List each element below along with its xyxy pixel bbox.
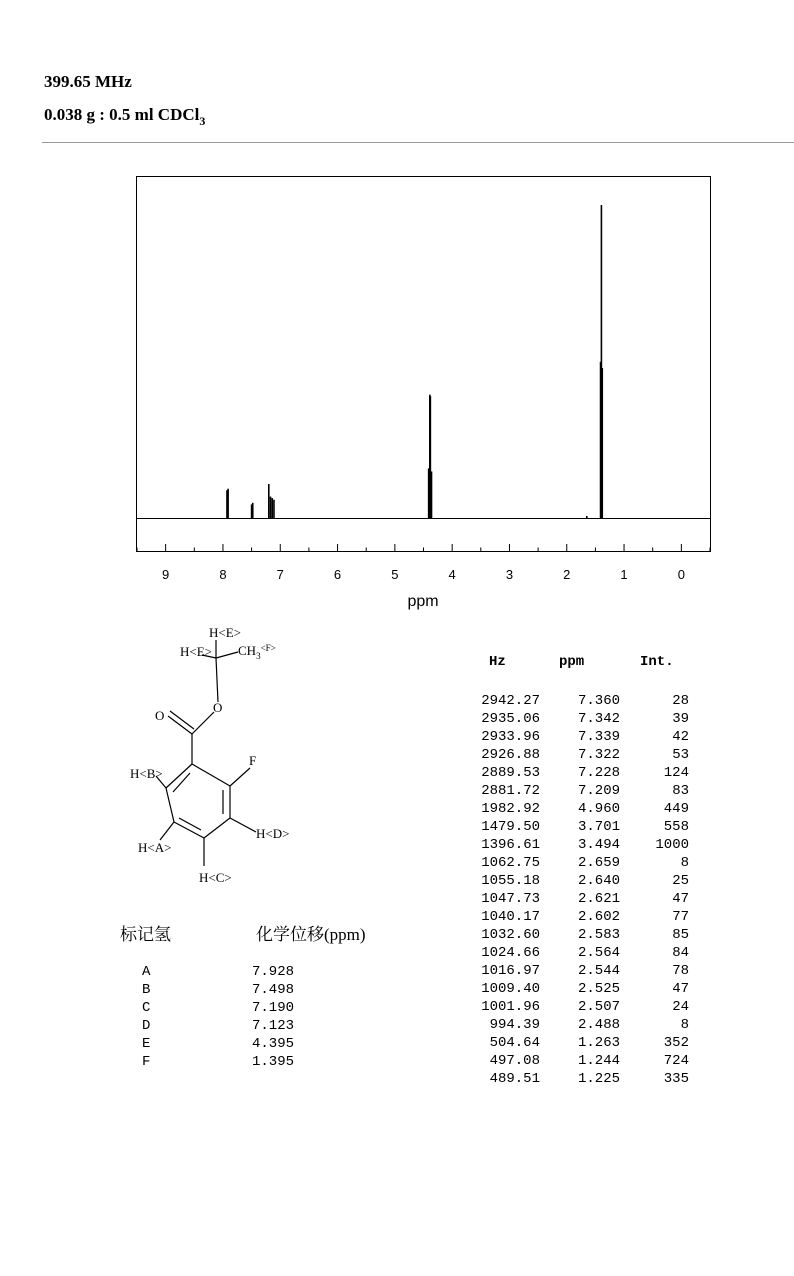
x-tick-label: 6 xyxy=(333,567,342,582)
peak-table-row xyxy=(460,818,700,836)
peak-ppm: 7.322 xyxy=(577,747,620,763)
peak-int: 1000 xyxy=(655,837,689,853)
peak-int: 53 xyxy=(672,747,689,763)
peak-int: 352 xyxy=(663,1035,689,1051)
peak-ppm: 2.544 xyxy=(577,963,620,979)
assignment-shift: 1.395 xyxy=(252,1054,295,1070)
peak-int: 724 xyxy=(663,1053,689,1069)
peak-ppm: 4.960 xyxy=(577,801,620,817)
assignment-label: E xyxy=(142,1036,151,1052)
peak-hz: 1479.50 xyxy=(481,819,540,835)
peak-ppm: 2.488 xyxy=(577,1017,620,1033)
peak-hz: 504.64 xyxy=(489,1035,540,1051)
peak-int: 28 xyxy=(672,693,689,709)
peak-table-row xyxy=(460,746,700,764)
peak-table-row xyxy=(460,908,700,926)
peak-int: 84 xyxy=(672,945,689,961)
peak-int: 78 xyxy=(672,963,689,979)
ch3-label xyxy=(238,643,276,661)
assignment-label: C xyxy=(142,1000,151,1016)
bond-ring-f xyxy=(230,768,250,786)
peak-ppm: 7.228 xyxy=(577,765,620,781)
bond-ring-ha xyxy=(160,822,174,840)
bond-c-o-double-2 xyxy=(170,711,194,729)
peak-table-row xyxy=(460,1016,700,1034)
sample-subscript: 3 xyxy=(199,114,206,128)
peak-int: 77 xyxy=(672,909,689,925)
peak-ppm: 2.602 xyxy=(577,909,620,925)
peak-hz: 2889.53 xyxy=(481,765,540,781)
assignment-col-label-header: 标记氢 xyxy=(120,925,171,944)
peak-table-row xyxy=(460,800,700,818)
peak-table-row xyxy=(460,872,700,890)
bond-o-carbonyl xyxy=(192,712,214,734)
x-tick-label: 9 xyxy=(162,567,170,582)
ester-oxygen-label: O xyxy=(213,700,223,715)
sample-text: 0.038 g : 0.5 ml CDCl xyxy=(44,105,200,124)
peak-ppm: 2.507 xyxy=(577,999,620,1015)
assignment-label: A xyxy=(142,964,151,980)
bond-ch2-ch3 xyxy=(216,652,238,658)
peak-ppm: 7.339 xyxy=(577,729,620,745)
peak-hz: 1396.61 xyxy=(481,837,540,853)
peak-ppm: 7.360 xyxy=(577,693,620,709)
peak-ppm: 1.244 xyxy=(577,1053,620,1069)
peak-ppm: 3.701 xyxy=(577,819,620,835)
x-axis-ticks xyxy=(137,544,710,582)
peak-hz: 1016.97 xyxy=(481,963,540,979)
peak-hz: 1024.66 xyxy=(481,945,540,961)
peak-table-row xyxy=(460,782,700,800)
peak-table-row xyxy=(460,728,700,746)
peak-hz: 489.51 xyxy=(489,1071,540,1087)
bond-ch2-h-left xyxy=(202,655,216,658)
peak-table-row xyxy=(460,836,700,854)
bond-ch2-o xyxy=(216,658,218,702)
ring-bond-3 xyxy=(204,818,230,838)
peak-int: 449 xyxy=(663,801,689,817)
peak-ppm: 2.640 xyxy=(577,873,620,889)
peak-hz: 1062.75 xyxy=(481,855,540,871)
assignment-shift: 7.498 xyxy=(252,982,295,998)
peak-hz: 1047.73 xyxy=(481,891,540,907)
peak-int: 8 xyxy=(680,1017,689,1033)
peak-int: 39 xyxy=(672,711,689,727)
peak-hz: 994.39 xyxy=(489,1017,540,1033)
ch3-subscript: 3 xyxy=(256,651,261,661)
peak-ppm: 2.525 xyxy=(577,981,620,997)
assignment-col-shift-header: 化学位移(ppm) xyxy=(256,925,366,944)
peak-int: 335 xyxy=(663,1071,689,1087)
ring-bond-6 xyxy=(166,764,192,788)
x-tick-label: 3 xyxy=(505,567,514,582)
peak-int: 558 xyxy=(663,819,689,835)
bond-ring-hd xyxy=(230,818,256,832)
x-tick-label: 8 xyxy=(219,567,227,582)
peak-table-row xyxy=(460,692,700,710)
peak-hz: 2926.88 xyxy=(481,747,540,763)
x-tick-label: 1 xyxy=(620,567,628,582)
h-d-label: H<D> xyxy=(256,826,290,841)
bond-c-o-double-1 xyxy=(168,716,192,734)
peak-hz: 1001.96 xyxy=(481,999,540,1015)
peak-int: 24 xyxy=(672,999,689,1015)
h-b-label: H<B> xyxy=(130,766,163,781)
assignment-shift: 4.395 xyxy=(252,1036,295,1052)
peak-table-row xyxy=(460,944,700,962)
peak-table-row xyxy=(460,980,700,998)
peak-table-row xyxy=(460,764,700,782)
peak-hz: 1055.18 xyxy=(481,873,540,889)
peak-ppm: 3.494 xyxy=(577,837,620,853)
bond-ring-hb xyxy=(156,776,166,788)
x-tick-label: 7 xyxy=(276,567,284,582)
assignment-label: F xyxy=(142,1054,151,1070)
assignment-label: D xyxy=(142,1018,151,1034)
peak-hz: 2933.96 xyxy=(481,729,540,745)
peak-ppm: 7.342 xyxy=(577,711,620,727)
h-e-left-label: H<E> xyxy=(180,644,212,659)
peak-ppm: 7.209 xyxy=(577,783,620,799)
peak-hz: 2935.06 xyxy=(481,711,540,727)
peak-int: 47 xyxy=(672,981,689,997)
peak-col-ppm-header: ppm xyxy=(559,654,585,670)
ch3-text: CH xyxy=(238,643,257,658)
fluorine-label: F xyxy=(249,753,257,768)
assignment-shift: 7.928 xyxy=(252,964,295,980)
peak-hz: 1040.17 xyxy=(481,909,540,925)
peak-hz: 1032.60 xyxy=(481,927,540,943)
peak-table-row xyxy=(460,854,700,872)
spectrometer-frequency: 399.65 MHz xyxy=(44,72,132,91)
ring-bond-5 xyxy=(166,788,174,822)
peak-ppm: 2.583 xyxy=(577,927,620,943)
carbonyl-oxygen-label: O xyxy=(155,708,165,723)
x-tick-label: 2 xyxy=(563,567,571,582)
peak-ppm: 2.621 xyxy=(577,891,620,907)
h-a-label: H<A> xyxy=(138,840,172,855)
peak-int: 124 xyxy=(663,765,689,781)
peak-table-row xyxy=(460,1034,700,1052)
peak-table-row xyxy=(460,890,700,908)
spectrum-peaks xyxy=(227,205,602,519)
peak-col-int-header: Int. xyxy=(640,654,674,670)
ring-bond-1 xyxy=(192,764,230,786)
assignment-label: B xyxy=(142,982,151,998)
h-e-top-label: H<E> xyxy=(209,625,241,640)
peak-ppm: 1.263 xyxy=(577,1035,620,1051)
ring-double-inner-3 xyxy=(173,773,190,792)
x-axis-label: ppm xyxy=(407,593,439,610)
peak-ppm: 1.225 xyxy=(577,1071,620,1087)
peak-table-row xyxy=(460,1070,700,1088)
peak-table-row xyxy=(460,998,700,1016)
peak-table-row xyxy=(460,962,700,980)
peak-hz: 2881.72 xyxy=(481,783,540,799)
peak-int: 42 xyxy=(672,729,689,745)
structure-atom-labels xyxy=(130,625,289,885)
peak-hz: 1009.40 xyxy=(481,981,540,997)
peak-col-hz-header: Hz xyxy=(489,654,506,670)
ring-double-inner-2 xyxy=(179,818,201,830)
peak-int: 85 xyxy=(672,927,689,943)
x-tick-label: 0 xyxy=(677,567,685,582)
nmr-spectrum-chart xyxy=(0,0,794,620)
peak-hz: 2942.27 xyxy=(481,693,540,709)
x-tick-label: 5 xyxy=(391,567,399,582)
peak-table-row xyxy=(460,710,700,728)
plot-frame xyxy=(137,177,711,552)
peak-int: 25 xyxy=(672,873,689,889)
peak-ppm: 2.564 xyxy=(577,945,620,961)
peak-hz: 497.08 xyxy=(489,1053,540,1069)
ch3-tag: <F> xyxy=(260,643,276,653)
peak-int: 47 xyxy=(672,891,689,907)
assignment-shift: 7.190 xyxy=(252,1000,295,1016)
ring-bond-4 xyxy=(174,822,204,838)
peak-int: 83 xyxy=(672,783,689,799)
peak-int: 8 xyxy=(680,855,689,871)
x-tick-label: 4 xyxy=(448,567,456,582)
structure-bonds xyxy=(156,640,256,866)
h-c-label: H<C> xyxy=(199,870,232,885)
peak-hz: 1982.92 xyxy=(481,801,540,817)
peak-table-row xyxy=(460,926,700,944)
peak-ppm: 2.659 xyxy=(577,855,620,871)
peak-table-row xyxy=(460,1052,700,1070)
assignment-shift: 7.123 xyxy=(252,1018,295,1034)
